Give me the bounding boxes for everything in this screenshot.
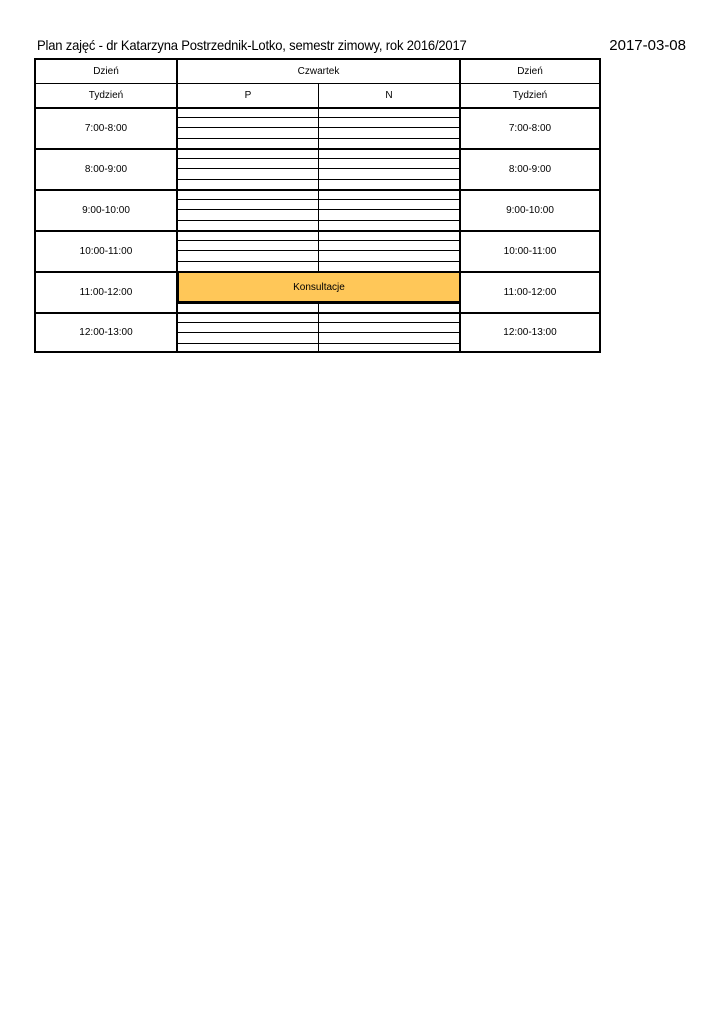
schedule-table [34,58,601,353]
time-slot-right: 9:00-10:00 [506,205,554,216]
subslot-line [178,117,459,118]
subslot-line [178,209,459,210]
time-slot-left: 11:00-12:00 [79,287,133,298]
subslot-line [178,199,459,200]
week-header-left: Tydzień [88,90,124,101]
week-n: N [385,90,393,101]
subslot-line [178,322,459,323]
time-slot-left: 7:00-8:00 [84,123,128,134]
subslot-line [178,343,459,344]
day-header-left: Dzień [93,66,119,77]
subslot-line [178,220,459,221]
time-slot-right: 10:00-11:00 [503,246,557,257]
print-date: 2017-03-08 [609,37,686,54]
time-slot-right: 12:00-13:00 [503,327,557,338]
time-slot-left: 12:00-13:00 [79,327,133,338]
subslot-line [178,261,459,262]
week-p: P [244,90,252,101]
day-header-right: Dzień [517,66,543,77]
subslot-line [178,240,459,241]
event-konsultacje[interactable]: Konsultacje [177,271,461,303]
subslot-line [178,168,459,169]
time-slot-left: 9:00-10:00 [82,205,130,216]
subslot-line [178,332,459,333]
subslot-line [178,250,459,251]
time-slot-right: 8:00-9:00 [508,164,552,175]
time-slot-right: 11:00-12:00 [503,287,557,298]
subslot-line [178,127,459,128]
col-divider [318,303,319,314]
time-slot-left: 8:00-9:00 [84,164,128,175]
subslot-line [178,158,459,159]
week-header-right: Tydzień [512,90,548,101]
subslot-line [178,179,459,180]
day-name: Czwartek [297,66,340,77]
page-title: Plan zajęć - dr Katarzyna Postrzednik-Lotko, semestr zimowy, rok 2016/2017 [37,37,467,53]
time-slot-right: 7:00-8:00 [508,123,552,134]
subslot-line [178,138,459,139]
time-slot-left: 10:00-11:00 [79,246,133,257]
